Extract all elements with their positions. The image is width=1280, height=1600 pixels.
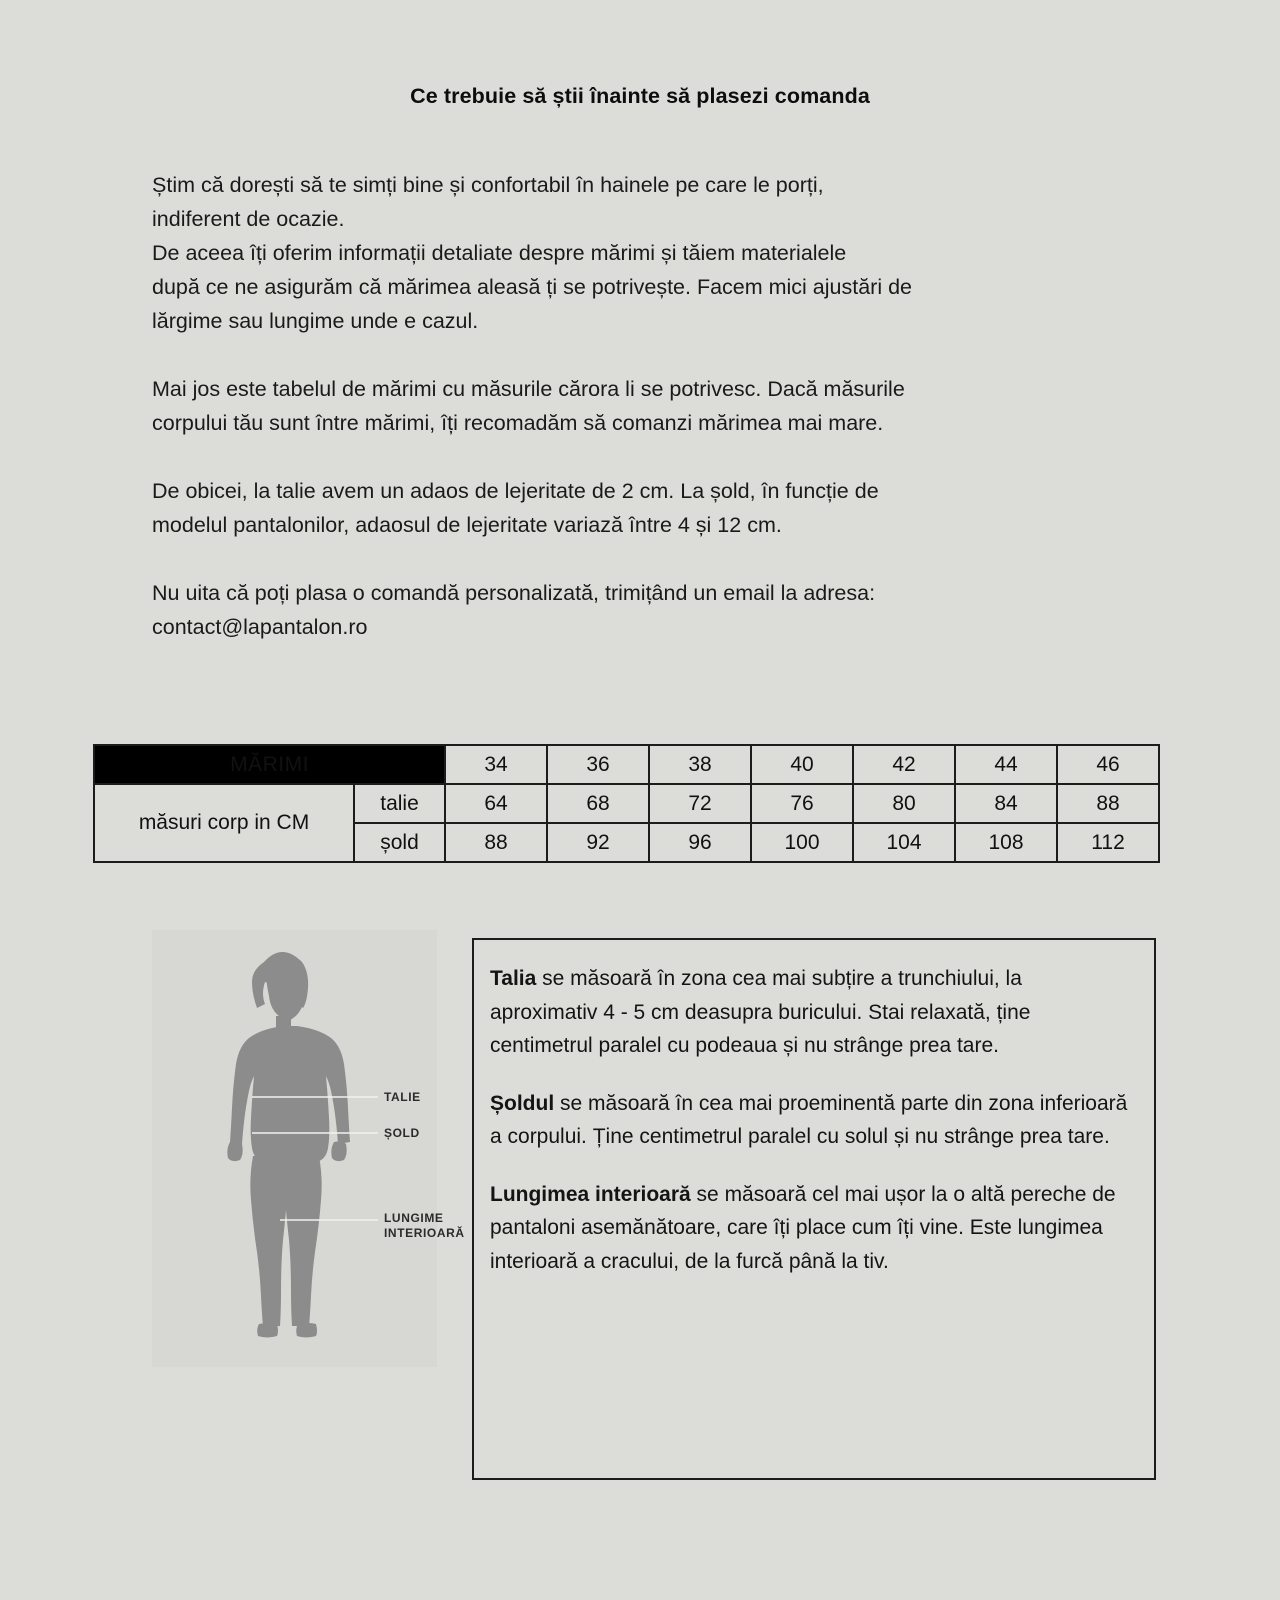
- intro-line-8: De obicei, la talie avem un adaos de lejeritate de 2 cm. La șold, în funcție de: [152, 479, 879, 503]
- table-label-corp: măsuri corp in CM: [94, 784, 354, 862]
- table-cell-sold-42: 104: [853, 823, 955, 862]
- intro-line-5: lărgime sau lungime unde e cazul.: [152, 309, 479, 333]
- instruction-soldul-term: Șoldul: [490, 1091, 555, 1115]
- table-cell-sold-34: 88: [445, 823, 547, 862]
- instruction-lungimea-term: Lungimea interioară: [490, 1182, 691, 1206]
- instruction-talia: [490, 962, 1134, 1063]
- table-header-size-40: 40: [751, 745, 853, 784]
- intro-line-4: după ce ne asigurăm că mărimea aleasă ți se potrivește. Facem mici ajustări de: [152, 275, 913, 299]
- table-cell-talie-36: 68: [547, 784, 649, 823]
- table-cell-sold-38: 96: [649, 823, 751, 862]
- size-table: [93, 744, 1160, 863]
- intro-line-2: indiferent de ocazie.: [152, 207, 345, 231]
- table-header-size-38: 38: [649, 745, 751, 784]
- table-header-size-34: 34: [445, 745, 547, 784]
- instruction-talia-term: Talia: [490, 967, 537, 990]
- table-row-label-sold: șold: [354, 823, 445, 862]
- table-cell-talie-34: 64: [445, 784, 547, 823]
- table-header-marimi: MĂRIMI: [94, 745, 445, 784]
- table-cell-talie-44: 84: [955, 784, 1057, 823]
- female-body-silhouette-icon: [152, 930, 437, 1367]
- page-title: Ce trebuie să știi înainte să plasezi comanda: [410, 84, 870, 108]
- figure-label-lungime-line2: INTERIOARĂ: [384, 1226, 465, 1240]
- measurement-figure: [152, 930, 465, 1367]
- intro-line-3: De aceea îți oferim informații detaliate despre mărimi și tăiem materialele: [152, 241, 847, 265]
- intro-line-11: contact@lapantalon.ro: [152, 615, 368, 639]
- instruction-soldul-text: se măsoară în cea mai proeminentă parte din zona inferioară a corpului. Ține centimetrul paralel cu solul și nu strânge prea tare.: [490, 1091, 1128, 1148]
- table-cell-talie-42: 80: [853, 784, 955, 823]
- intro-line-9: modelul pantalonilor, adaosul de lejeritate variază între 4 și 12 cm.: [152, 513, 782, 537]
- table-cell-sold-36: 92: [547, 823, 649, 862]
- intro-text-block: [152, 168, 1112, 644]
- instruction-talia-text: se măsoară în zona cea mai subțire a trunchiului, la aproximativ 4 - 5 cm deasupra buricului. Stai relaxată, ține centimetrul paralel cu podeaua și nu strânge prea tare.: [490, 967, 1031, 1057]
- intro-line-1: Știm că dorești să te simți bine și confortabil în hainele pe care le porți,: [152, 173, 824, 197]
- instruction-soldul: [490, 1087, 1134, 1154]
- table-cell-sold-46: 112: [1057, 823, 1159, 862]
- table-header-size-46: 46: [1057, 745, 1159, 784]
- table-cell-sold-44: 108: [955, 823, 1057, 862]
- instruction-lungimea: [490, 1178, 1134, 1279]
- instruction-lungimea-text: se măsoară cel mai ușor la o altă pereche de pantaloni asemănătoare, care îți place cum îți vine. Este lungimea interioară a cracului, de la furcă până la tiv.: [490, 1182, 1116, 1273]
- paragraph-spacer: [152, 338, 1112, 372]
- size-chart: [93, 744, 1156, 863]
- table-row-label-talie: talie: [354, 784, 445, 823]
- figure-label-lungime-interioara: [384, 1211, 465, 1241]
- figure-label-sold: ȘOLD: [384, 1126, 420, 1140]
- measurement-instructions-box: [472, 938, 1156, 1480]
- paragraph-spacer: [152, 440, 1112, 474]
- table-header-row: [94, 745, 1159, 784]
- paragraph-spacer: [152, 542, 1112, 576]
- table-header-size-44: 44: [955, 745, 1057, 784]
- table-header-size-36: 36: [547, 745, 649, 784]
- table-header-size-42: 42: [853, 745, 955, 784]
- table-row-talie: [94, 784, 1159, 823]
- intro-line-10: Nu uita că poți plasa o comandă personalizată, trimițând un email la adresa:: [152, 581, 876, 605]
- figure-label-lungime-line1: LUNGIME: [384, 1211, 444, 1225]
- intro-line-7: corpului tău sunt între mărimi, îți recomadăm să comanzi mărimea mai mare.: [152, 411, 884, 435]
- table-cell-talie-40: 76: [751, 784, 853, 823]
- figure-label-talie: TALIE: [384, 1090, 421, 1104]
- intro-line-6: Mai jos este tabelul de mărimi cu măsurile cărora li se potrivesc. Dacă măsurile: [152, 377, 905, 401]
- table-cell-talie-38: 72: [649, 784, 751, 823]
- table-cell-talie-46: 88: [1057, 784, 1159, 823]
- table-cell-sold-40: 100: [751, 823, 853, 862]
